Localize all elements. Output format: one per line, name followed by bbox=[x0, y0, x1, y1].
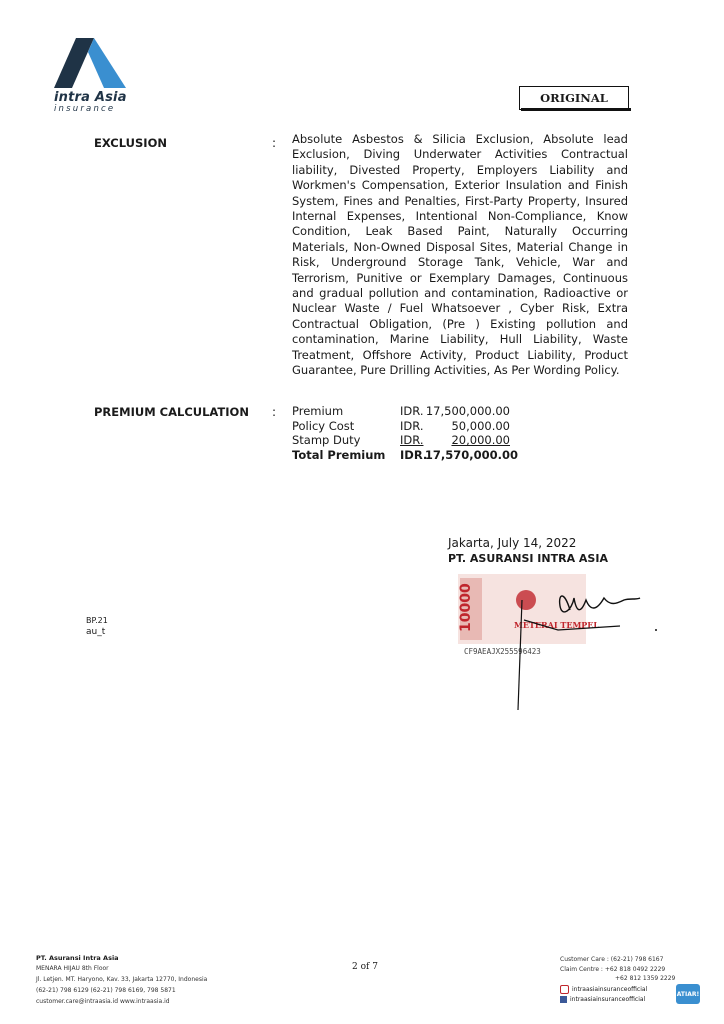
original-stamp-box bbox=[519, 86, 629, 110]
footer-facebook bbox=[560, 996, 645, 1003]
original-label: ORIGINAL bbox=[540, 91, 608, 105]
company-logo bbox=[54, 38, 126, 88]
brand-tagline: insurance bbox=[54, 104, 116, 114]
instagram-icon bbox=[560, 985, 569, 994]
premium-row bbox=[292, 419, 522, 434]
exclusion-colon: : bbox=[272, 136, 277, 150]
footer-claim-centre: Claim Centre : +62 818 0492 2229 bbox=[560, 966, 666, 973]
premium-row-amount: 17,500,000.00 bbox=[425, 404, 510, 418]
premium-colon: : bbox=[272, 405, 277, 419]
premium-calculation-label: PREMIUM CALCULATION bbox=[94, 405, 249, 419]
facebook-handle: intraasiainsuranceofficial bbox=[570, 996, 646, 1003]
stamp-text: METERAI TEMPEL bbox=[514, 620, 600, 630]
footer-claim-centre-2: +62 812 1359 2229 bbox=[615, 975, 676, 982]
stamp-serial: CF9AEAJX255596423 bbox=[464, 647, 541, 656]
exclusion-text: Absolute Asbestos & Silicia Exclusion, Absolute lead Exclusion, Diving Underwater Activities Contractual liability, Divested Property, Employers Liability and Workmen's Compensation, Exterior Insulation and Finish System, Fines and Penalties, First-Party Property, Insured Internal Expenses, Intentional Non-Compliance, Know Condition, Leak Based Paint, Naturally Occurring Materials, Non-Owned Disposal Sites, Material Change in Risk, Underground Storage Tank, Vehicle, War and Terrorism, Punitive or Exemplary Damages, Continuous and gradual pollution and contamination, Radioactive or Nuclear Waste / Fuel Whatsoever , Cyber Risk, Extra Contractual Obligation, (Pre ) Existing pollution and contamination, Marine Liability, Hull Liability, Waste Treatment, Offshore Activity, Product Liability, Product Guarantee, Pure Drilling Activities, As Per Wording Policy. bbox=[292, 132, 628, 378]
premium-row-currency: IDR. bbox=[400, 404, 424, 418]
handwritten-signature bbox=[500, 570, 660, 710]
place-date: Jakarta, July 14, 2022 bbox=[448, 536, 577, 550]
footer-web: customer.care@intraasia.id www.intraasia.id bbox=[36, 998, 170, 1005]
facebook-icon bbox=[560, 996, 567, 1003]
stamp-value: 10000 bbox=[458, 583, 474, 632]
page-number: 2 of 7 bbox=[352, 962, 378, 972]
footer-phone: (62-21) 798 6129 (62-21) 798 6169, 798 5871 bbox=[36, 987, 176, 994]
premium-row-label: Stamp Duty bbox=[292, 433, 361, 447]
premium-row bbox=[292, 404, 522, 419]
premium-row-label: Premium bbox=[292, 404, 344, 418]
brand-name: intra Asia bbox=[54, 90, 127, 105]
premium-row-label: Policy Cost bbox=[292, 419, 355, 433]
award-badge bbox=[676, 984, 700, 1004]
exclusion-label: EXCLUSION bbox=[94, 136, 167, 150]
signing-company: PT. ASURANSI INTRA ASIA bbox=[448, 552, 608, 565]
premium-row-currency: IDR. bbox=[400, 419, 424, 433]
premium-row-currency: IDR. bbox=[400, 433, 424, 447]
instagram-handle: intraasiainsuranceofficial bbox=[572, 986, 648, 993]
premium-total-label: Total Premium bbox=[292, 448, 386, 462]
footer-address-line2: Jl. Letjen. MT. Haryono, Kav. 33, Jakarta 12770, Indonesia bbox=[36, 976, 208, 983]
premium-row bbox=[292, 433, 522, 448]
premium-total-amount: 17,570,000.00 bbox=[424, 448, 518, 462]
premium-total-currency: IDR. bbox=[400, 448, 428, 462]
footer-address-line1: MENARA HIJAU 8th Floor bbox=[36, 965, 109, 972]
footer-company: PT. Asuransi Intra Asia bbox=[36, 954, 119, 962]
premium-row-amount: 20,000.00 bbox=[451, 433, 510, 447]
footer-instagram bbox=[560, 985, 647, 994]
premium-total-row bbox=[292, 448, 522, 463]
award-badge-text: ATIAR! bbox=[676, 990, 700, 998]
reference-code: BP.21 bbox=[86, 616, 108, 625]
footer-customer-care: Customer Care : (62-21) 798 6167 bbox=[560, 956, 664, 963]
reference-initials: au_t bbox=[86, 627, 106, 637]
premium-row-amount: 50,000.00 bbox=[451, 419, 510, 433]
